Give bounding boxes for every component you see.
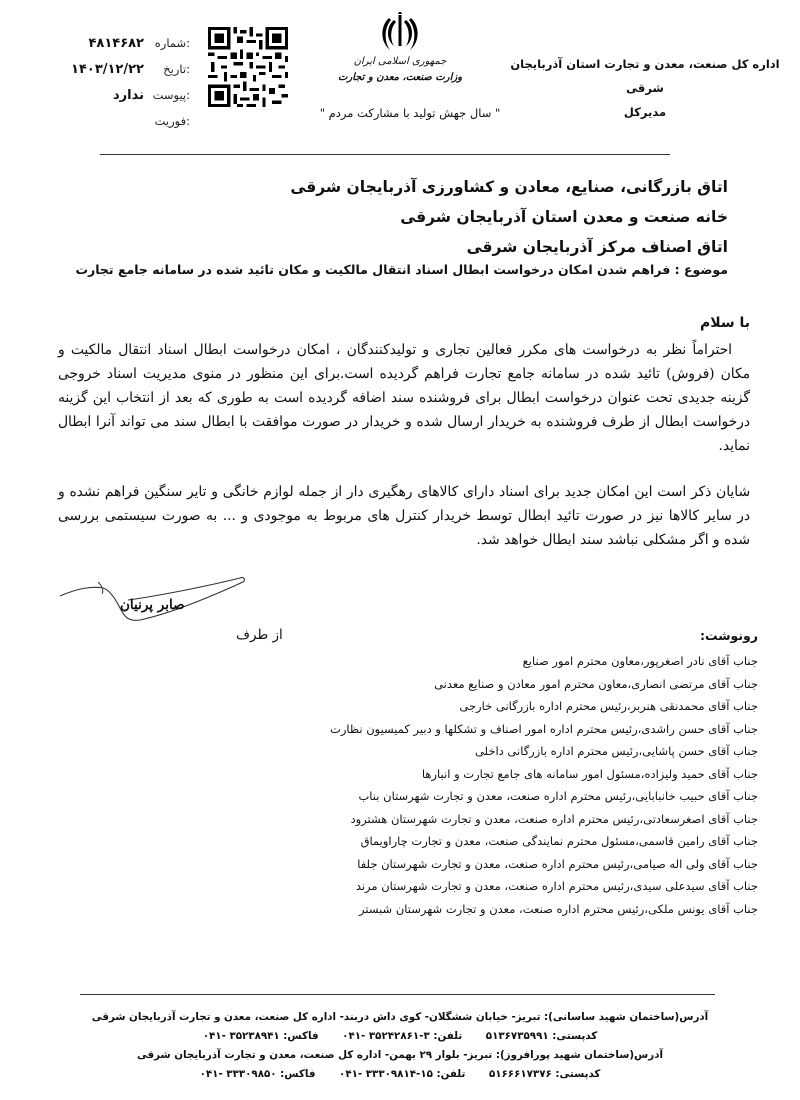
cc-item: جناب آقای محمدنقی هنربر،رئیس محترم اداره بازرگانی خارجی — [459, 699, 758, 713]
attachment-label: پیوست: — [152, 88, 190, 102]
cc-item: جناب آقای ولی اله صیامی،رئیس محترم اداره صنعت، معدن و تجارت شهرستان جلفا — [357, 856, 758, 871]
date-value: ۱۴۰۳/۱۲/۲۲ — [71, 62, 144, 77]
footer-postal-2: کدپستی: ۵۱۶۶۶۱۷۳۷۶ — [488, 1068, 601, 1080]
footer-address-2: آدرس(ساختمان شهید پورافروز): تبریز- بلوار ۲۹ بهمن- اداره کل صنعت، معدن و تجارت آذربایجان شرقی — [136, 1049, 664, 1061]
footer-address-1: آدرس(ساختمان شهید ساسانی): تبریز- خیابان ششگلان- کوی داش دربند- اداره کل صنعت، معدن و تجارت آذربایجان شرقی — [91, 1011, 709, 1023]
emblem-ministry-text: وزارت صنعت، معدن و تجارت — [337, 72, 463, 83]
addressee: اتاق اصناف مرکز آذربایجان شرقی — [466, 238, 728, 256]
cc-item: جناب آقای یونس ملکی،رئیس محترم اداره صنعت، معدن و تجارت شهرستان شبستر — [359, 901, 758, 916]
cc-item: جناب آقای حبیب خانبابایی،رئیس محترم اداره صنعت، معدن و تجارت شهرستان بناب — [358, 789, 758, 803]
footer-contact-2 — [80, 1065, 720, 1084]
on-behalf-label: از طرف — [236, 627, 283, 643]
emblem-country-text: جمهوری اسلامی ایران — [353, 56, 447, 67]
cc-item: جناب آقای حمید ولیزاده،مسئول امور سامانه های جامع تجارت و انبارها — [421, 766, 758, 781]
addressee: اتاق بازرگانی، صنایع، معادن و کشاورزی آذربایجان شرقی — [290, 178, 728, 196]
attachment-value: ندارد — [112, 88, 144, 103]
cc-item: جناب آقای مرتضی انصاری،معاون محترم امور معادن و صنایع معدنی — [434, 676, 758, 691]
organization-header — [510, 52, 780, 124]
addressee: خانه صنعت و معدن استان آذربایجان شرقی — [400, 208, 728, 226]
footer-contact-1 — [80, 1027, 720, 1046]
urgency-label: فوریت: — [154, 114, 190, 128]
addressees — [290, 172, 728, 262]
footer-phone-2: تلفن: ۱۵-۳۳۳۰۹۸۱۴ -۰۴۱ — [339, 1068, 466, 1080]
cc-item: جناب آقای حسن راشدی،رئیس محترم اداره امور اصناف و تشکلها و دبیر کمیسیون نظارت — [330, 721, 758, 736]
qr-code-icon — [208, 27, 288, 107]
cc-item: جناب آقای حسن پاشایی،رئیس محترم اداره بازرگانی داخلی — [474, 744, 758, 758]
body-paragraph: احتراماً نظر به درخواست های مکرر فعالین تجاری و تولیدکنندگان ، امکان درخواست ابطال اسناد انتقال مالکیت و مکان (فروش) تائید شده در سامانه جامع تجارت فراهم گردیده است.برای این منظور در منوی مدیریت اسناد خروجی گزینه جدیدی تحت عنوان درخواست ابطال برای فروشنده سند اضافه گردیده است به طوری که بعد از انتخاب این گزینه درخواست ابطال از طرف فروشنده به خریدار ارسال شده و خریدار در صورت موافقت با ابطال سند می تواند آنرا ابطال نماید. — [58, 342, 750, 454]
footer-postal-1: کدپستی: ۵۱۳۶۷۳۵۹۹۱ — [485, 1030, 598, 1042]
footer-fax-2: فاکس: ۳۳۳۰۹۸۵۰ -۰۴۱ — [199, 1068, 316, 1080]
number-label: شماره: — [154, 36, 190, 50]
organization-name: اداره کل صنعت، معدن و تجارت استان آذربایجان شرقی — [510, 57, 780, 95]
footer — [80, 1008, 720, 1084]
signatory-name: صابر پرنیان — [120, 597, 185, 613]
position-title: مدیرکل — [623, 105, 667, 119]
cc-item: جناب آقای اصغرسعادتی،رئیس محترم اداره صنعت، معدن و تجارت شهرستان هشترود — [350, 811, 758, 826]
footer-fax-1: فاکس: ۳۵۲۳۸۹۴۱ -۰۴۱ — [202, 1030, 319, 1042]
footer-divider — [80, 994, 715, 995]
greeting: با سلام — [699, 315, 750, 331]
year-slogan: " سال جهش تولید با مشارکت مردم " — [319, 106, 501, 120]
subject-line: موضوع : فراهم شدن امکان درخواست ابطال اسناد انتقال مالکیت و مکان تائید شده در سامانه جامع تجارت — [75, 262, 728, 277]
cc-item: جناب آقای نادر اصغرپور،معاون محترم امور صنایع — [522, 654, 758, 668]
body-paragraph: شایان ذکر است این امکان جدید برای اسناد دارای کالاهای رهگیری دار از جمله لوازم خانگی و تایر سنگین فراهم نشده و در سایر کالاها نیز در صورت تائید ابطال توسط خریدار کنترل های مربوط به موجودی و ... به صورت سیستمی بررسی شده و اگر مشکلی نباشد سند ابطال خواهد شد. — [58, 484, 750, 548]
number-value: ۴۸۱۴۶۸۲ — [88, 36, 144, 51]
meta-number — [50, 36, 190, 62]
cc-item: جناب آقای سیدعلی سیدی،رئیس محترم اداره صنعت، معدن و تجارت شهرستان مرند — [355, 879, 758, 893]
emblem-block — [330, 12, 470, 86]
footer-phone-1: تلفن: ۳-۳۵۲۴۲۸۶۱ -۰۴۱ — [342, 1030, 463, 1042]
meta-urgency — [50, 114, 190, 140]
cc-list — [330, 650, 758, 920]
meta-attachment — [50, 88, 190, 114]
cc-title: رونوشت: — [699, 628, 758, 643]
date-label: تاریخ: — [163, 62, 190, 76]
header-divider — [100, 154, 670, 155]
letter-meta — [50, 36, 190, 140]
iran-emblem-icon — [380, 12, 420, 54]
cc-item: جناب آقای رامین قاسمی،مسئول محترم نمایندگی صنعت، معدن و تجارت چاراویماق — [360, 834, 758, 848]
meta-date — [50, 62, 190, 88]
